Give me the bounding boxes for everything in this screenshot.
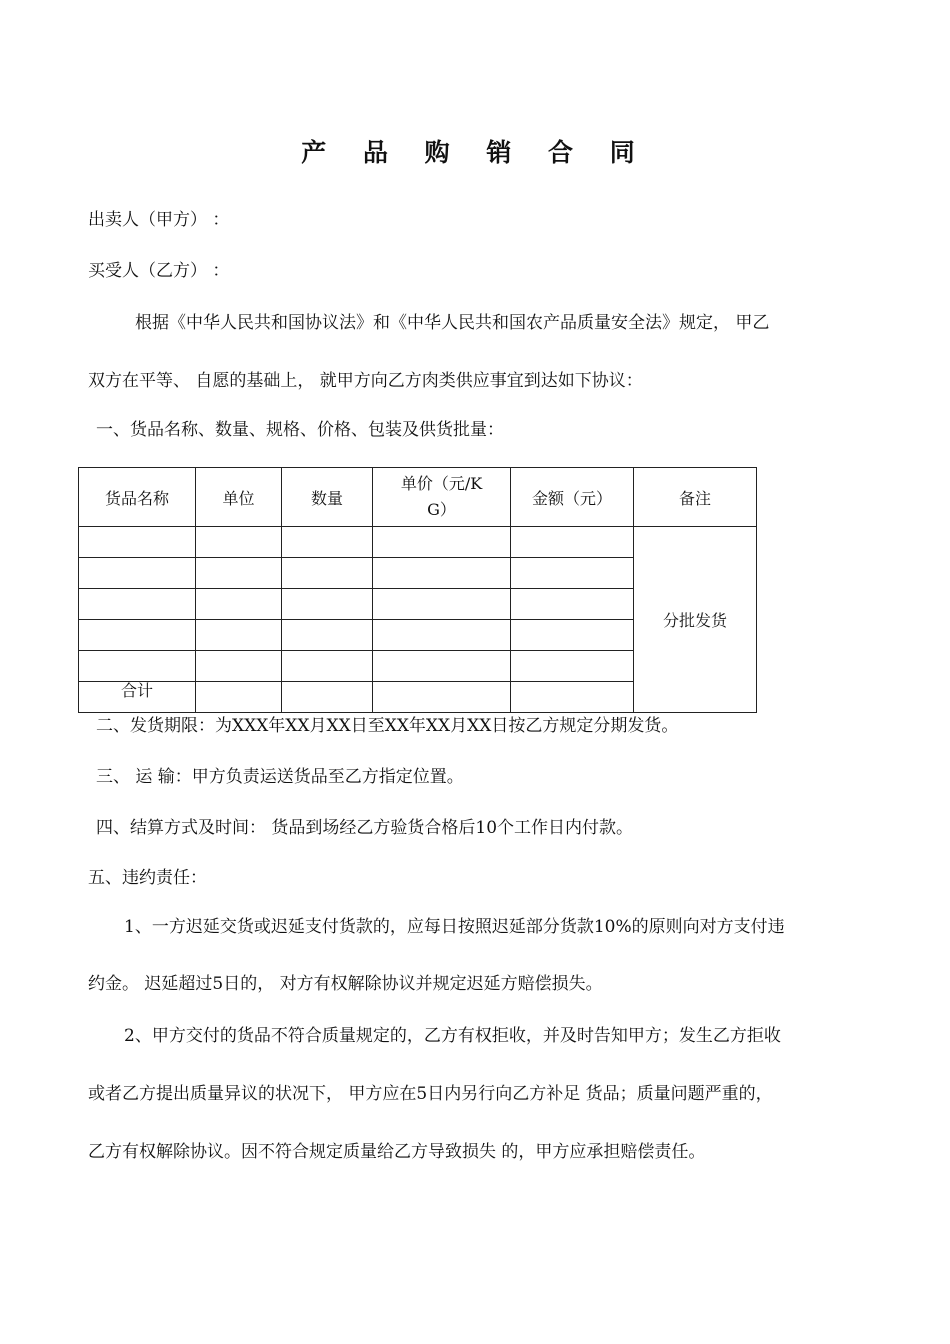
table-cell: [282, 558, 373, 589]
table-cell: [511, 620, 634, 651]
table-cell: [373, 682, 511, 713]
table-cell: [511, 651, 634, 682]
section-1-heading: 一、货品名称、数量、规格、价格、包装及供货批量：: [96, 420, 504, 440]
page-title: 产 品 购 销 合 同: [301, 138, 649, 167]
intro-line-1: 根据《中华人民共和国协议法》和《中华人民共和国农产品质量安全法》规定， 甲乙: [135, 313, 770, 333]
table-cell: [373, 651, 511, 682]
section-4: 四、结算方式及时间： 货品到场经乙方验货合格后10个工作日内付款。: [96, 818, 634, 838]
table-cell: [511, 527, 634, 558]
table-cell: [79, 651, 196, 682]
header-unit-price-label: 单价（元/KG）: [400, 474, 483, 519]
table-cell: [282, 527, 373, 558]
header-unit-price: [373, 468, 511, 527]
intro-line-2: 双方在平等、 自愿的基础上， 就甲方向乙方肉类供应事宜到达如下协议：: [88, 371, 643, 391]
table-cell: [79, 589, 196, 620]
table-row: [79, 527, 757, 558]
clause-2-line-3: 乙方有权解除协议。因不符合规定质量给乙方导致损失 的，甲方应承担赔偿责任。: [88, 1142, 706, 1162]
goods-table: [78, 467, 757, 713]
header-quantity: 数量: [282, 468, 373, 527]
total-label: 合计: [79, 682, 196, 713]
table-cell: [196, 620, 282, 651]
table-cell: [79, 527, 196, 558]
table-cell: [373, 527, 511, 558]
clause-2-line-1: 2、甲方交付的货品不符合质量规定的，乙方有权拒收，并及时告知甲方；发生乙方拒收: [124, 1026, 781, 1046]
table-cell: [79, 620, 196, 651]
table-cell: [511, 682, 634, 713]
table-cell: [373, 558, 511, 589]
clause-2-line-2: 或者乙方提出质量异议的状况下， 甲方应在5日内另行向乙方补足 货品；质量问题严重的，: [88, 1084, 773, 1104]
clause-1-line-2: 约金。 迟延超过5日的， 对方有权解除协议并规定迟延方赔偿损失。: [88, 974, 603, 994]
buyer-line: 买受人（乙方） ：: [88, 261, 230, 281]
table-cell: [373, 589, 511, 620]
clause-1-line-1: 1、一方迟延交货或迟延支付货款的，应每日按照迟延部分货款10%的原则向对方支付违: [124, 917, 785, 937]
header-unit: 单位: [196, 468, 282, 527]
table-cell: [373, 620, 511, 651]
table-cell: [79, 558, 196, 589]
table-cell: [282, 682, 373, 713]
table-cell: [282, 651, 373, 682]
table-cell: [196, 558, 282, 589]
remark-cell: 分批发货: [634, 527, 757, 713]
table-cell: [282, 620, 373, 651]
section-2: 二、发货期限：为XXX年XX月XX日至XX年XX月XX日按乙方规定分期发货。: [96, 716, 679, 736]
table-cell: [511, 558, 634, 589]
table-cell: [511, 589, 634, 620]
table-cell: [196, 527, 282, 558]
section-3: 三、 运 输：甲方负责运送货品至乙方指定位置。: [96, 767, 464, 787]
header-remark: 备注: [634, 468, 757, 527]
header-goods-name: 货品名称: [79, 468, 196, 527]
header-amount: 金额（元）: [511, 468, 634, 527]
table-header-row: [79, 468, 757, 527]
table-cell: [196, 651, 282, 682]
seller-line: 出卖人（甲方） ：: [88, 210, 230, 230]
table-cell: [196, 682, 282, 713]
table-cell: [196, 589, 282, 620]
table-cell: [282, 589, 373, 620]
section-5-heading: 五、违约责任：: [88, 868, 207, 888]
